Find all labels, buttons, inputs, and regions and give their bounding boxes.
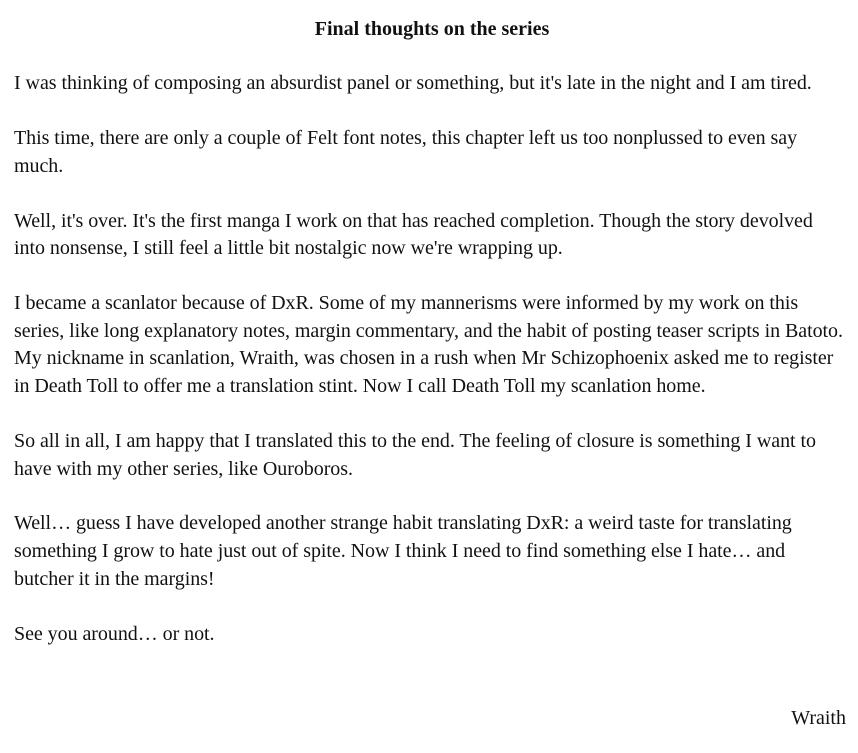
paragraph-2: This time, there are only a couple of Felt font notes, this chapter left us too nonplussed to even say much. (14, 126, 798, 177)
document-body (14, 14, 846, 676)
paragraph-3: Well, it's over. It's the first manga I work on that has reached completion. Though the story devolved into nonsense, I still feel a little bit nostalgic now we're wrapping up. (14, 209, 813, 260)
paragraph-1: I was thinking of composing an absurdist panel or something, but it's late in the night and I am tired. (14, 72, 812, 94)
document-title: Final thoughts on the series (314, 18, 550, 40)
paragraph-4: I became a scanlator because of DxR. Some of my mannerisms were informed by my work on this series, like long explanatory notes, margin commentary, and the habit of posting teaser scripts in Batoto. My nickname in scanlation, Wraith, was chosen in a rush when Mr Schizophoenix asked me to register in Death Toll to offer me a translation stint. Now I call Death Toll my scanlation home. (14, 292, 843, 397)
paragraph-5: So all in all, I am happy that I translated this to the end. The feeling of closure is something I want to have with my other series, like Ouroboros. (14, 429, 816, 480)
signature: Wraith (791, 707, 846, 729)
paragraph-6: Well… guess I have developed another strange habit translating DxR: a weird taste for translating something I grow to hate just out of spite. Now I think I need to find something else I hate… and butcher it in the margins! (14, 512, 792, 590)
paragraph-7: See you around… or not. (14, 622, 215, 645)
